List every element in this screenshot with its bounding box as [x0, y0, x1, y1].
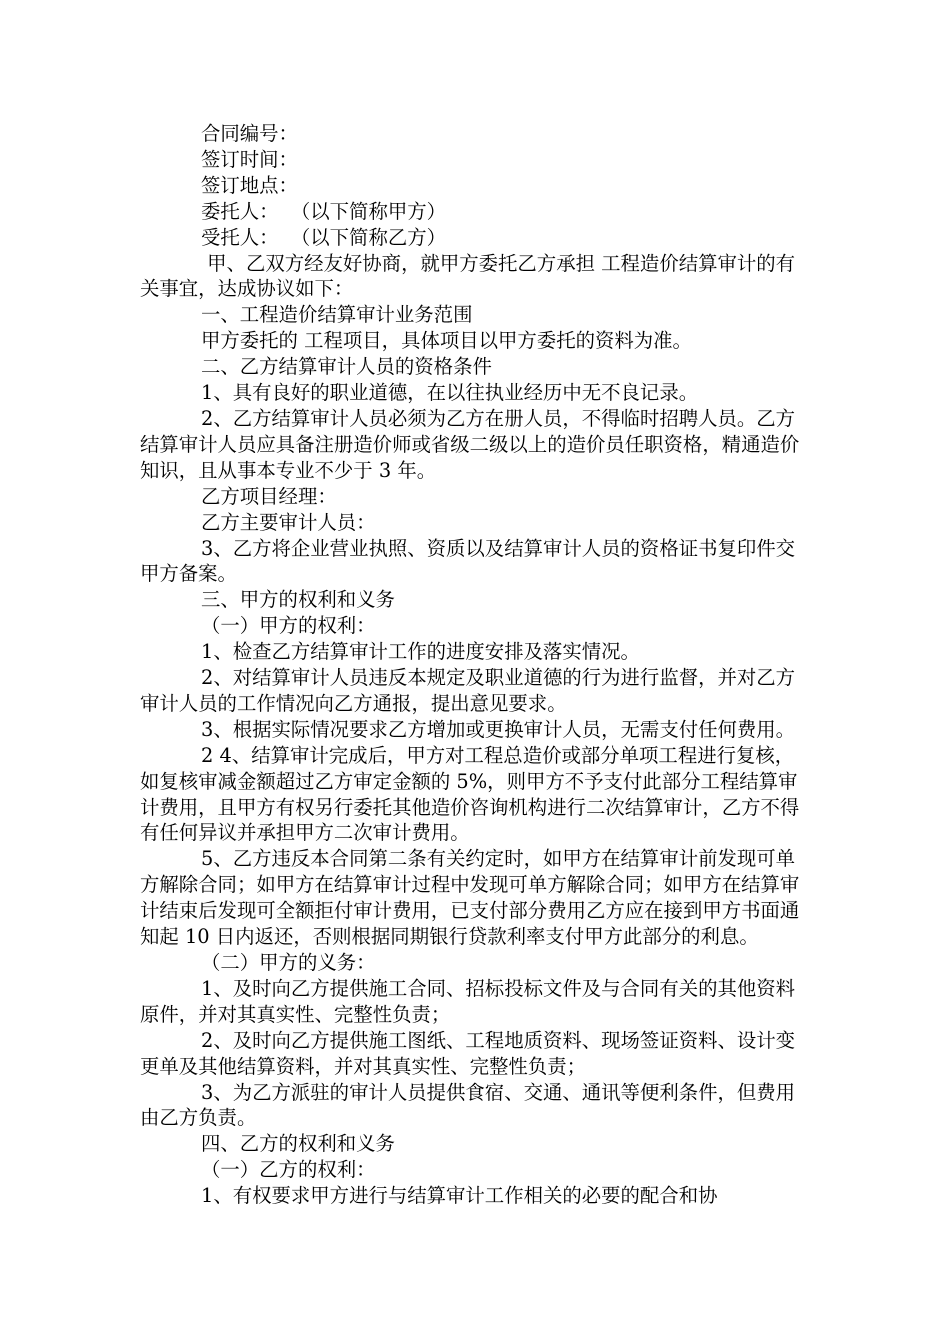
paragraph: 甲、乙双方经友好协商，就甲方委托乙方承担 工程造价结算审计的有关事宜，达成协议如下：: [140, 251, 796, 301]
paragraph: 2、对结算审计人员违反本规定及职业道德的行为进行监督，并对乙方审计人员的工作情况向乙方通报，提出意见要求。: [140, 666, 796, 715]
paragraph: 签订地点：: [201, 173, 298, 197]
paragraph: 一、工程造价结算审计业务范围: [201, 303, 473, 327]
paragraph: 乙方主要审计人员：: [201, 510, 376, 534]
paragraph: （二）甲方的义务：: [201, 951, 376, 974]
paragraph: 2、乙方结算审计人员必须为乙方在册人员，不得临时招聘人员。乙方结算审计人员应具备注册造价师或省级二级以上的造价员任职资格，精通造价知识，且从事本专业不少于 3 年。: [140, 406, 800, 482]
paragraph: 乙方项目经理：: [201, 484, 337, 508]
paragraph: 委托人： （以下简称甲方）: [201, 199, 447, 223]
paragraph: 2、及时向乙方提供施工图纸、工程地质资料、现场签证资料、设计变更单及其他结算资料，并对其真实性、完整性负责；: [140, 1028, 796, 1078]
paragraph: 3、根据实际情况要求乙方增加或更换审计人员，无需支付任何费用。: [201, 717, 796, 741]
paragraph: 1、有权要求甲方进行与结算审计工作相关的必要的配合和协: [201, 1184, 718, 1208]
paragraph: 2 4、结算审计完成后，甲方对工程总造价或部分单项工程进行复核，如复核审减金额超过乙方审定金额的 5%，则甲方不予支付此部分工程结算审计费用，且甲方有权另行委托其他造价咨询机构进行二次结算审计，乙方不得有任何异议并承担甲方二次审计费用。: [140, 743, 800, 845]
paragraph: 三、甲方的权利和义务: [201, 588, 395, 612]
paragraph: 二、乙方结算审计人员的资格条件: [201, 355, 492, 379]
paragraph: 签订时间：: [201, 147, 298, 171]
paragraph: 合同编号：: [201, 122, 298, 145]
paragraph: 甲方委托的 工程项目，具体项目以甲方委托的资料为准。: [201, 329, 692, 353]
paragraph: 5、乙方违反本合同第二条有关约定时，如甲方在结算审计前发现可单方解除合同；如甲方在结算审计过程中发现可单方解除合同；如甲方在结算审计结束后发现可全额拒付审计费用，已支付部分费用乙方应在接到甲方书面通知起 10 日内返还，否则根据同期银行贷款利率支付甲方此部分的利息。: [140, 847, 800, 949]
paragraph: 3、乙方将企业营业执照、资质以及结算审计人员的资格证书复印件交甲方备案。: [140, 536, 796, 586]
document-body: [140, 121, 812, 1209]
paragraph: 1、检查乙方结算审计工作的进度安排及落实情况。: [201, 640, 640, 664]
paragraph: （一）甲方的权利：: [201, 614, 376, 638]
paragraph: 四、乙方的权利和义务: [201, 1132, 395, 1156]
paragraph: 3、为乙方派驻的审计人员提供食宿、交通、通讯等便利条件，但费用由乙方负责。: [140, 1080, 796, 1130]
paragraph: 1、具有良好的职业道德，在以往执业经历中无不良记录。: [201, 381, 699, 405]
paragraph: 1、及时向乙方提供施工合同、招标投标文件及与合同有关的其他资料原件，并对其真实性、完整性负责；: [140, 976, 796, 1026]
paragraph: 受托人： （以下简称乙方）: [201, 225, 447, 249]
paragraph: （一）乙方的权利：: [201, 1158, 376, 1182]
